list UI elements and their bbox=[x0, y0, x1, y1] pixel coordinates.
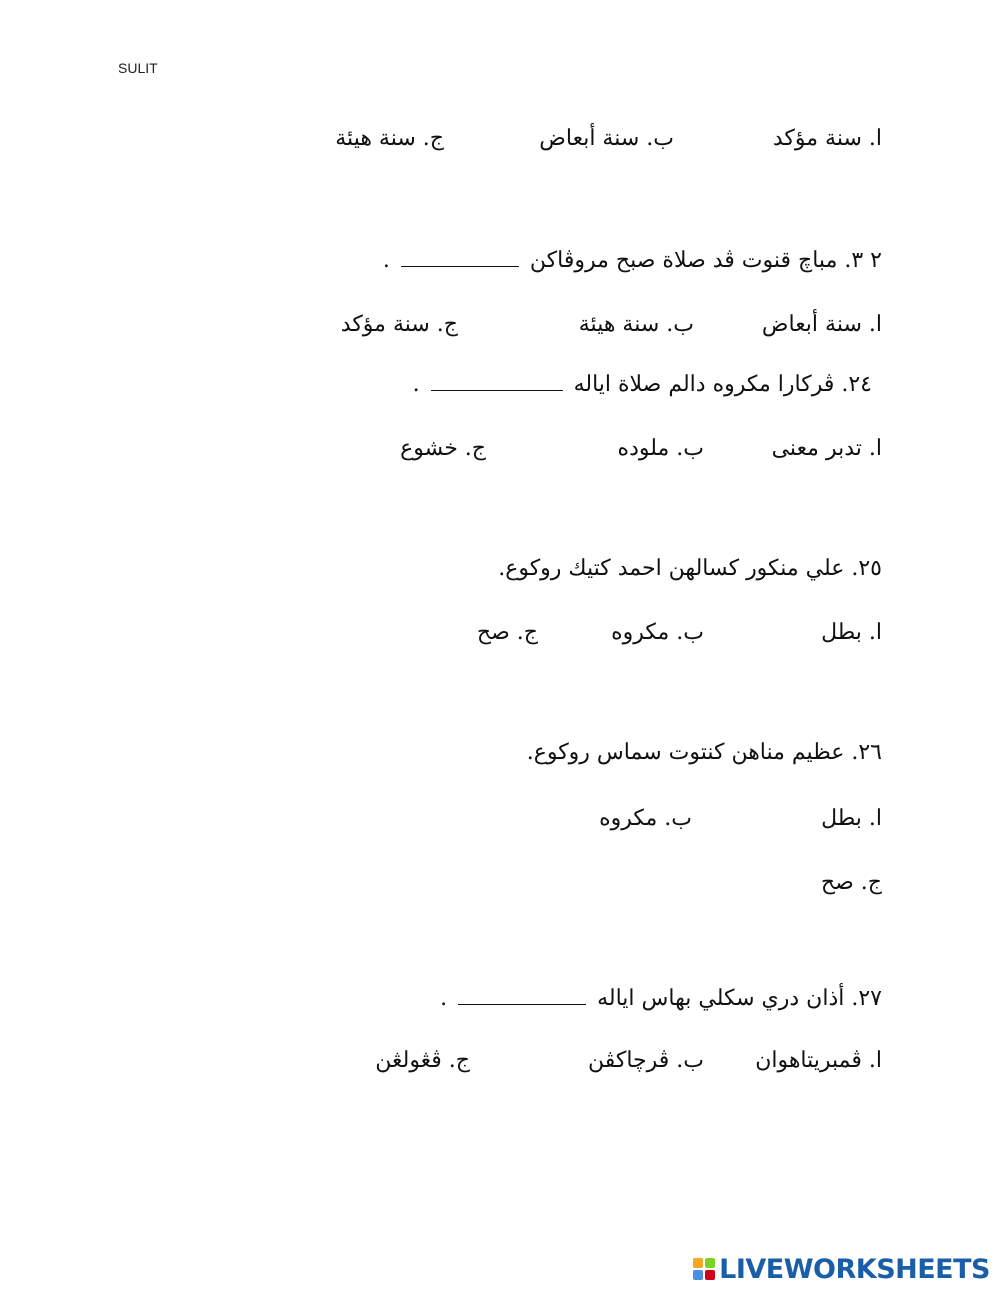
answer-blank[interactable] bbox=[401, 265, 519, 267]
question-end: . bbox=[382, 248, 390, 273]
option-a[interactable]: ا. سنة مؤكد bbox=[772, 126, 882, 151]
logo-block bbox=[705, 1270, 715, 1280]
question-text: ٢٤. ڤركارا مكروه دالم صلاة اياله bbox=[573, 372, 872, 397]
option-c[interactable]: ج. ڤڠولڠن bbox=[375, 1048, 470, 1073]
option-a[interactable]: ا. بطل bbox=[821, 620, 882, 645]
question-25: ٢٥. علي منكور كسالهن احمد كتيك روكوع. bbox=[498, 556, 882, 581]
question-end: . bbox=[412, 372, 420, 397]
option-b[interactable]: ب. سنة أبعاض bbox=[539, 126, 674, 151]
liveworksheets-logo bbox=[693, 1252, 990, 1286]
question-23 bbox=[383, 246, 882, 276]
answer-blank[interactable] bbox=[458, 1003, 586, 1005]
option-b[interactable]: ب. سنة هيئة bbox=[578, 312, 694, 337]
option-b[interactable]: ب. ملوده bbox=[617, 436, 704, 461]
page-header-label: SULIT bbox=[118, 60, 158, 76]
logo-block bbox=[693, 1270, 703, 1280]
question-text: ٢ ٣. مباچ قنوت ڤد صلاة صبح مروڤاكن bbox=[529, 248, 882, 273]
logo-block bbox=[693, 1258, 703, 1268]
logo-blocks-icon bbox=[693, 1258, 715, 1280]
option-a[interactable]: ا. ڤمبريتاهوان bbox=[755, 1048, 882, 1073]
logo-block bbox=[705, 1258, 715, 1268]
option-c[interactable]: ج. سنة مؤكد bbox=[340, 312, 458, 337]
option-b[interactable]: ب. ڤرچاكڤن bbox=[587, 1048, 704, 1073]
option-a[interactable]: ا. سنة أبعاض bbox=[761, 312, 882, 337]
answer-blank[interactable] bbox=[431, 389, 563, 391]
option-a[interactable]: ا. تدبر معنى bbox=[771, 436, 882, 461]
option-c[interactable]: ج. صح bbox=[820, 870, 882, 895]
question-26: ٢٦. عظيم مناهن كنتوت سماس روكوع. bbox=[526, 740, 882, 765]
option-b[interactable]: ب. مكروه bbox=[599, 806, 692, 831]
brand-name: LIVEWORKSHEETS bbox=[719, 1253, 990, 1285]
question-end: . bbox=[440, 986, 448, 1011]
question-24 bbox=[413, 370, 872, 400]
question-text: ٢٧. أذان دري سكلي بهاس اياله bbox=[597, 986, 882, 1011]
option-c[interactable]: ج. سنة هيئة bbox=[335, 126, 444, 151]
option-a[interactable]: ا. بطل bbox=[821, 806, 882, 831]
option-c[interactable]: ج. صح bbox=[476, 620, 538, 645]
option-c[interactable]: ج. خشوع bbox=[400, 436, 486, 461]
option-b[interactable]: ب. مكروه bbox=[611, 620, 704, 645]
question-27 bbox=[440, 984, 882, 1014]
